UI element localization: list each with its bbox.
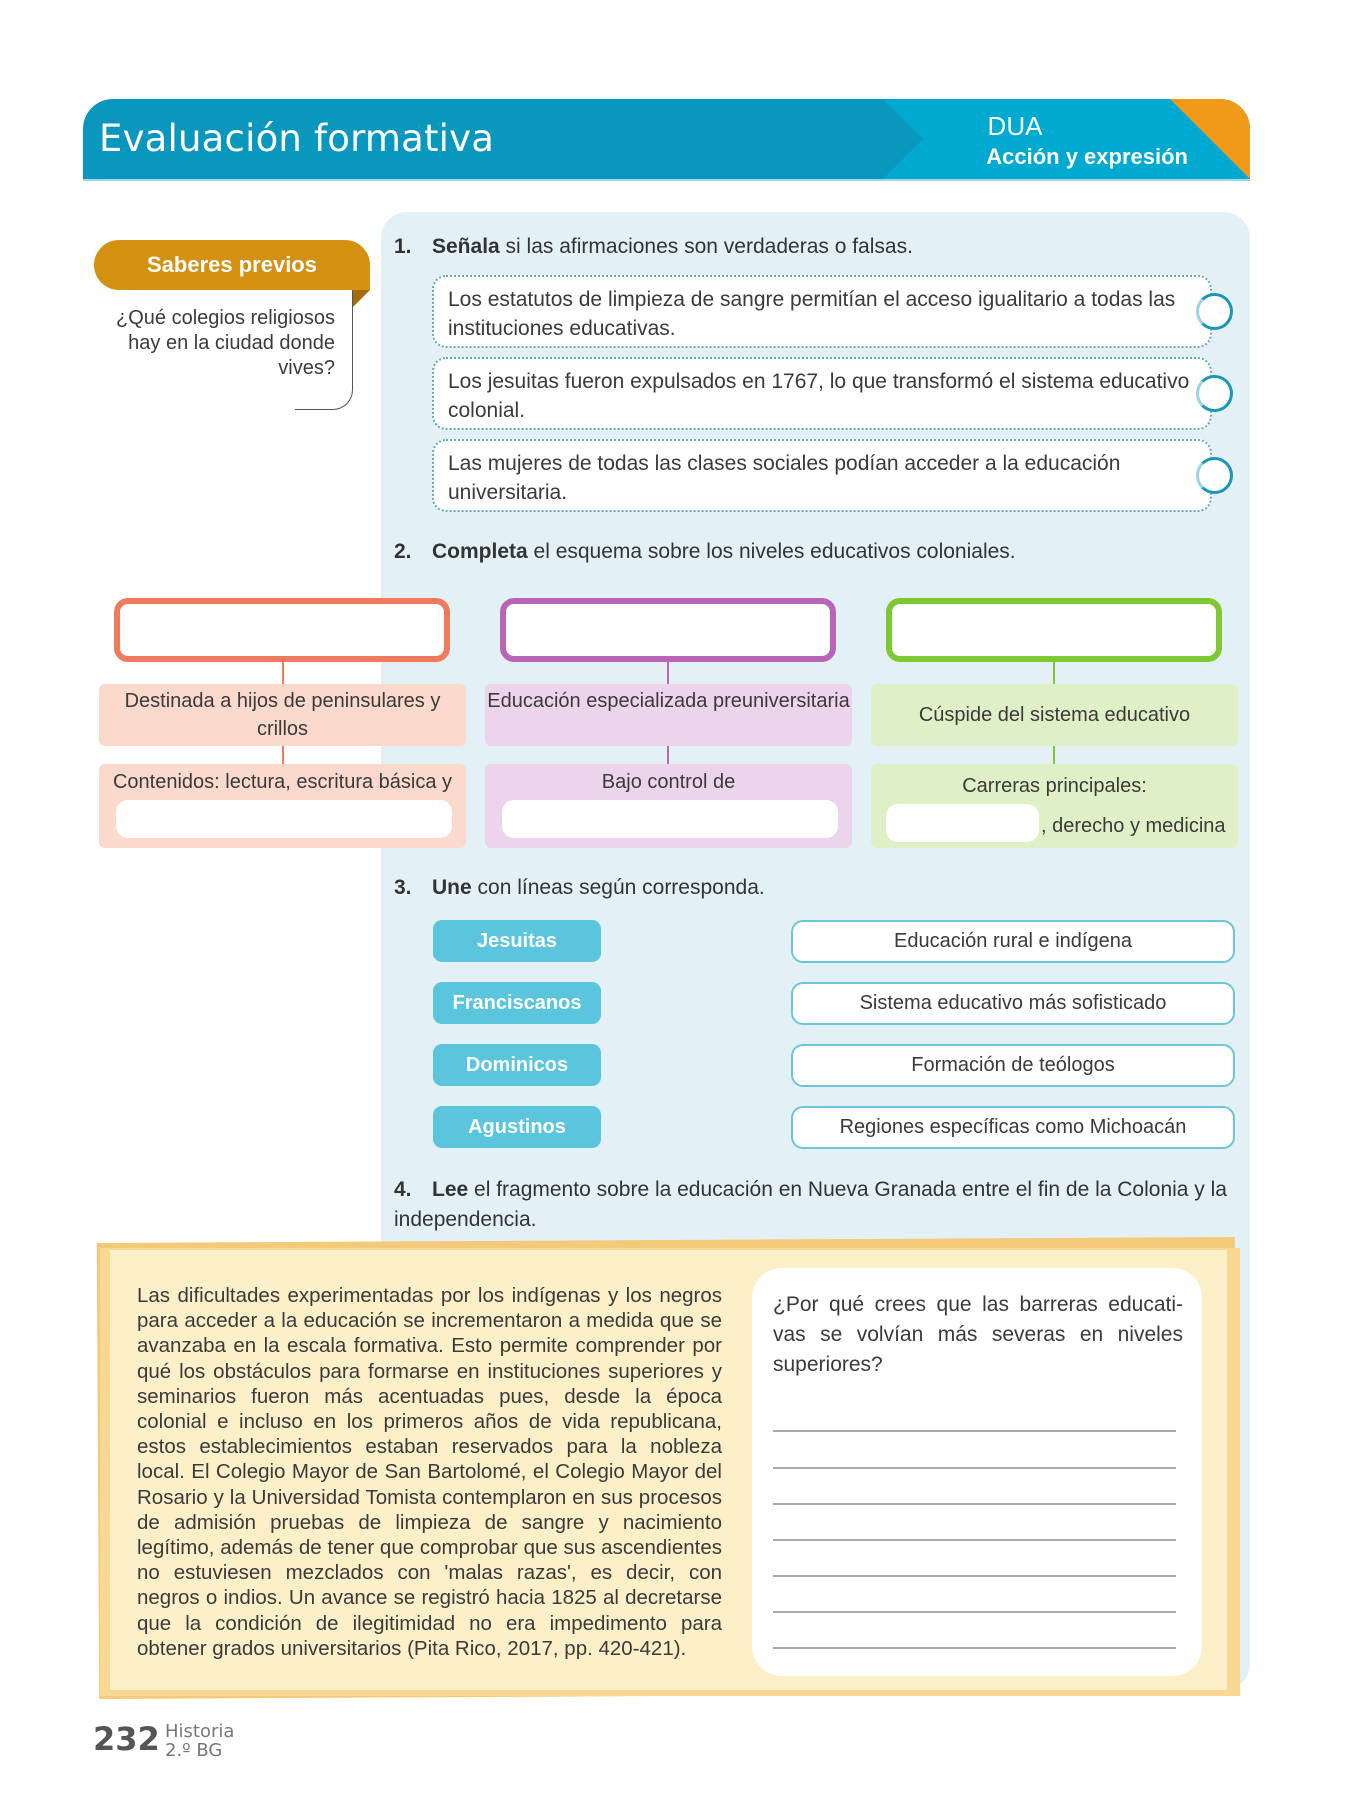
connector-line <box>667 662 669 684</box>
true-false-answer-circle-2[interactable] <box>1196 375 1233 412</box>
statement-text: Los jesuitas fueron expulsados en 1767, lo que transformó el sistema educativo colonial. <box>448 370 1190 422</box>
question-4-prompt <box>394 1175 1244 1235</box>
scheme-blank-input-2[interactable] <box>502 800 838 838</box>
question-verb: Lee <box>432 1178 469 1201</box>
dua-label: DUA <box>987 111 1043 141</box>
answer-line-3[interactable] <box>773 1503 1176 1505</box>
answer-line-1[interactable] <box>773 1430 1176 1432</box>
saberes-frame-mask <box>100 395 295 415</box>
scheme-heading-input-3[interactable] <box>886 598 1222 662</box>
match-right-3[interactable]: Formación de teólogos <box>791 1044 1235 1087</box>
detail-text: Bajo control de <box>601 771 736 793</box>
detail-text: Carreras principales: <box>962 775 1147 797</box>
answer-line-7[interactable] <box>773 1647 1176 1649</box>
dua-subtitle: Acción y expresión <box>986 144 1188 169</box>
detail-text: Contenidos: lectura, escritura básica y <box>112 771 453 793</box>
answer-line-5[interactable] <box>773 1575 1176 1577</box>
question-number: 2. <box>394 540 412 563</box>
statement-1 <box>432 275 1212 348</box>
true-false-answer-circle-1[interactable] <box>1196 293 1233 330</box>
question-1-prompt <box>394 232 913 262</box>
answer-line-4[interactable] <box>773 1539 1176 1541</box>
section-header <box>83 99 1250 179</box>
description-text: Destinada a hijos de peninsulares y crillos <box>124 690 441 740</box>
answer-line-2[interactable] <box>773 1467 1176 1469</box>
reflection-question: ¿Por qué crees que las barreras educati-vas se volvían más severas en niveles superiores? <box>773 1293 1183 1376</box>
scheme-description-3 <box>871 684 1238 746</box>
subject-name: Historia <box>165 1721 235 1742</box>
match-left-dominicos[interactable]: Dominicos <box>433 1044 601 1086</box>
answer-line-6[interactable] <box>773 1611 1176 1613</box>
scheme-heading-input-1[interactable] <box>114 598 450 662</box>
match-right-2[interactable]: Sistema educativo más sofisticado <box>791 982 1235 1025</box>
statement-2 <box>432 357 1212 430</box>
scheme-description-2 <box>485 684 852 746</box>
saberes-tab-fold <box>353 290 370 307</box>
statement-text: Las mujeres de todas las clases sociales podían acceder a la educación universitaria. <box>448 452 1121 504</box>
description-text: Cúspide del sistema educativo <box>918 704 1191 726</box>
page-title: Evaluación formativa <box>99 117 495 160</box>
page-number: 232 <box>93 1720 160 1758</box>
header-underline <box>83 179 1250 181</box>
saberes-previos-title: Saberes previos <box>94 240 370 290</box>
connector-line <box>1053 662 1055 684</box>
question-text: el esquema sobre los niveles educativos coloniales. <box>527 540 1016 563</box>
connector-line <box>1053 746 1055 764</box>
question-number: 4. <box>394 1178 412 1201</box>
match-right-1[interactable]: Educación rural e indígena <box>791 920 1235 963</box>
reading-fragment: Las dificultades experimentadas por los indígenas y los negros para acceder a la educación se incrementaron a medida que se avanzaba en la escala formativa. Esto permite comprender por qué los obstáculos para formarse en instituciones superiores y seminarios fueron más acentuadas pues, desde la época colonial e incluso en los primeros años de vida republicana, estos establecimientos estaban reservados para la nobleza local. El Colegio Mayor de San Bartolomé, el Colegio Mayor del Rosario y la Universidad Tomista contemplaron en sus procesos de admisión pruebas de limpieza de sangre y nacimiento legítimo, además de tener que comprobar que sus ascendientes no estuviesen mezclados con 'malas razas', es decir, con negros o indios. Un avance se registró hacia 1825 al decretarse que la condición de ilegitimidad no era impedimento para obtener grados universitarios (Pita Rico, 2017, pp. 420-421). <box>137 1284 722 1660</box>
question-verb: Completa <box>432 540 528 563</box>
match-left-agustinos[interactable]: Agustinos <box>433 1106 601 1148</box>
statement-text: Los estatutos de limpieza de sangre permitían el acceso igualitario a todas las instituciones educativas. <box>448 288 1176 340</box>
detail-suffix: , derecho y medicina <box>1041 815 1226 837</box>
question-text: con líneas según corresponda. <box>471 876 765 899</box>
scheme-blank-input-3[interactable] <box>886 804 1039 842</box>
question-number: 3. <box>394 876 412 899</box>
saberes-previos-question: ¿Qué colegios religiosos hay en la ciudad donde vives? <box>116 307 335 379</box>
match-left-jesuitas[interactable]: Jesuitas <box>433 920 601 962</box>
true-false-answer-circle-3[interactable] <box>1196 457 1233 494</box>
scheme-blank-input-1[interactable] <box>116 800 452 838</box>
scheme-description-1 <box>99 684 466 746</box>
match-right-4[interactable]: Regiones específicas como Michoacán <box>791 1106 1235 1149</box>
connector-line <box>282 662 284 684</box>
statement-3 <box>432 439 1212 512</box>
question-text: si las afirmaciones son verdaderas o falsas. <box>499 235 913 258</box>
question-2-prompt <box>394 537 1016 567</box>
question-number: 1. <box>394 235 412 258</box>
question-3-prompt <box>394 873 765 903</box>
footer-subject <box>165 1722 234 1760</box>
connector-line <box>667 746 669 764</box>
scheme-heading-input-2[interactable] <box>500 598 836 662</box>
question-verb: Une <box>432 876 472 899</box>
question-text: el fragmento sobre la educación en Nueva Granada entre el fin de la Colonia y la independencia. <box>394 1178 1227 1231</box>
match-left-franciscanos[interactable]: Franciscanos <box>433 982 601 1024</box>
description-text: Educación especializada preuniversitaria <box>487 690 850 712</box>
question-verb: Señala <box>432 235 500 258</box>
grade-label: 2.º BG <box>165 1740 223 1761</box>
connector-line <box>282 746 284 764</box>
